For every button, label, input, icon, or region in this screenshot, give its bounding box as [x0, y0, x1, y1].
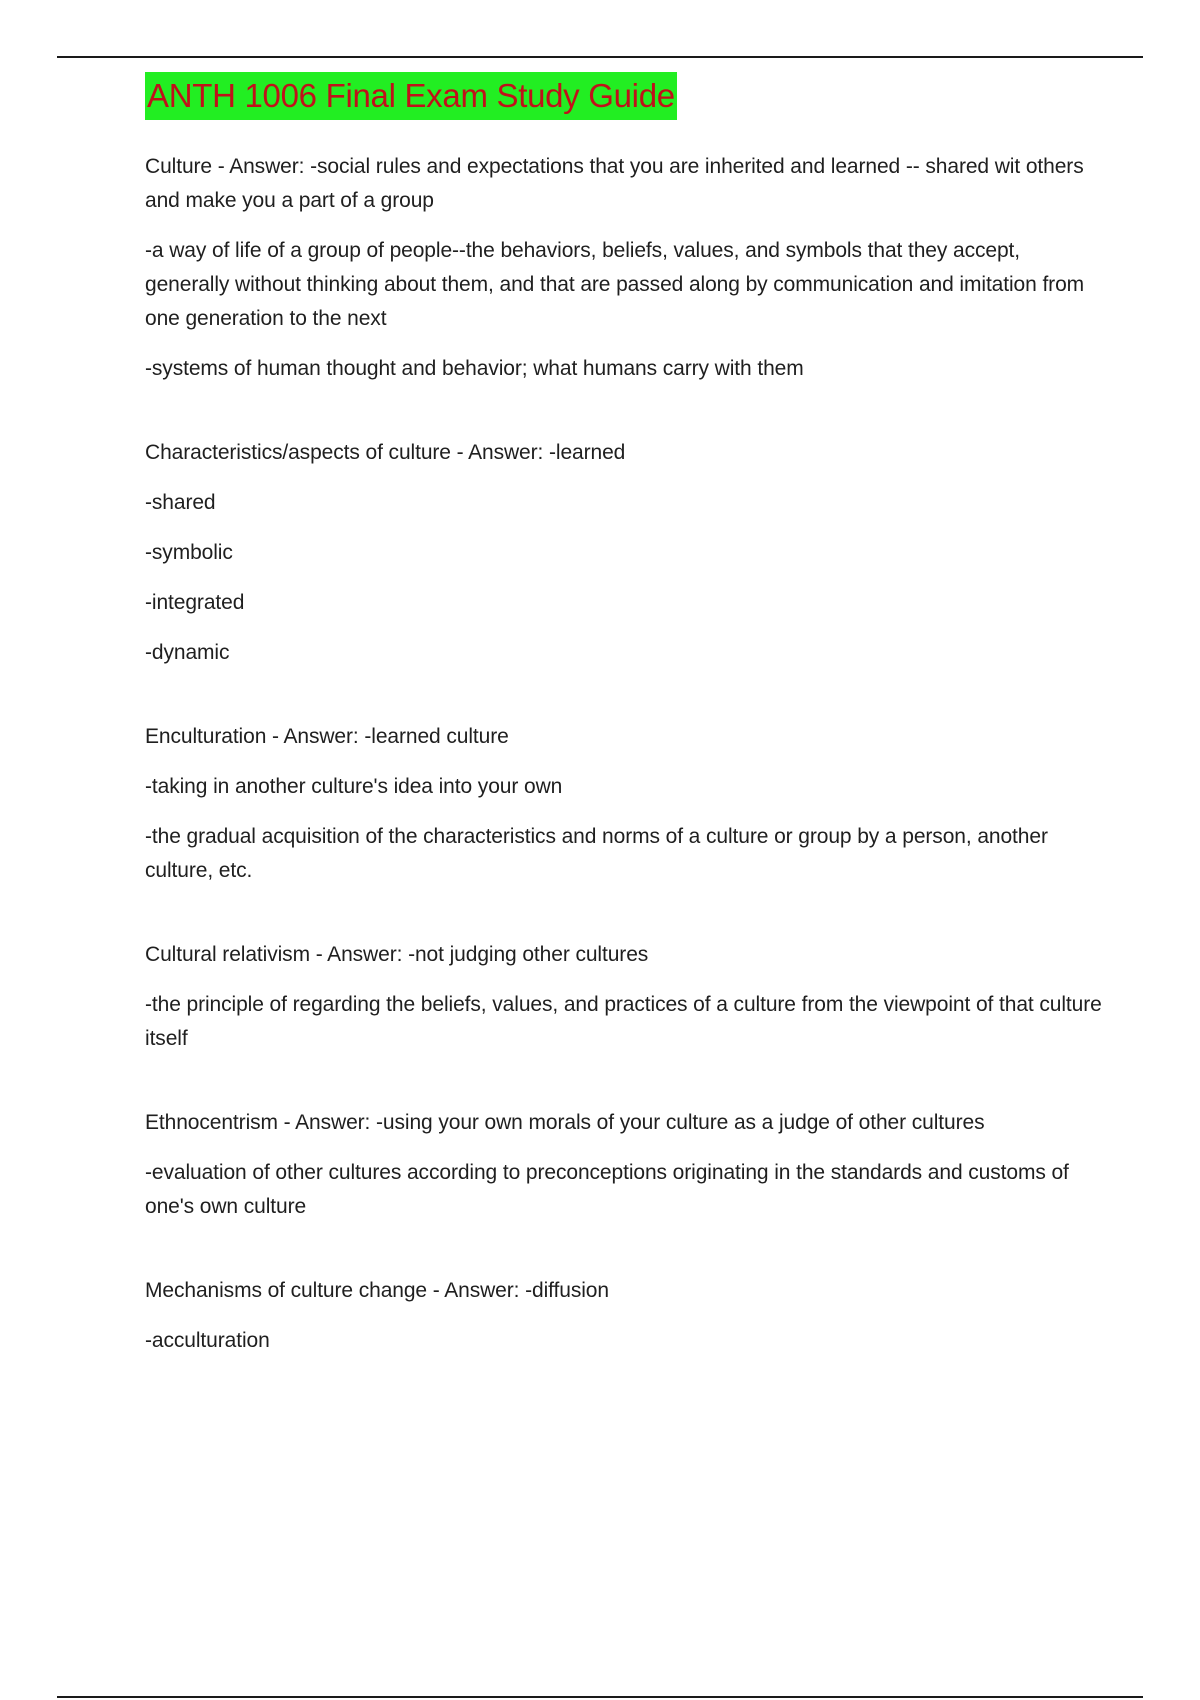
- entry-line: -systems of human thought and behavior; what humans carry with them: [145, 357, 804, 380]
- entry-line: Characteristics/aspects of culture - Answer: -learned: [145, 441, 626, 464]
- entry-ethnocentrism: [145, 1106, 1105, 1224]
- entry-line: -evaluation of other cultures according to preconceptions originating in the standards and customs of one's own culture: [145, 1161, 1069, 1218]
- entry-culture: [145, 150, 1105, 386]
- entry-line: Cultural relativism - Answer: -not judging other cultures: [145, 943, 649, 966]
- bottom-rule: [57, 1696, 1143, 1698]
- entry-line: -symbolic: [145, 541, 233, 564]
- entry-line: Mechanisms of culture change - Answer: -diffusion: [145, 1279, 609, 1302]
- entry-line: Enculturation - Answer: -learned culture: [145, 725, 509, 748]
- entry-line: -a way of life of a group of people--the behaviors, beliefs, values, and symbols that they accept, generally without thinking about them, and that are passed along by communication and imitation from one generation to the next: [145, 239, 1085, 330]
- entry-line: Ethnocentrism - Answer: -using your own morals of your culture as a judge of other cultures: [145, 1111, 985, 1134]
- entry-line: -dynamic: [145, 641, 230, 664]
- entry-line: -shared: [145, 491, 216, 514]
- top-rule: [57, 56, 1143, 58]
- entry-line: -the gradual acquisition of the characteristics and norms of a culture or group by a person, another culture, etc.: [145, 825, 1048, 882]
- entry-culture-change: [145, 1274, 1105, 1358]
- entry-line: -integrated: [145, 591, 245, 614]
- entry-enculturation: [145, 720, 1105, 888]
- document-title: ANTH 1006 Final Exam Study Guide: [145, 72, 677, 120]
- document-page: [145, 70, 1105, 1408]
- entry-line: Culture - Answer: -social rules and expectations that you are inherited and learned -- shared wit others and make you a part of a group: [145, 155, 1084, 212]
- entry-cultural-relativism: [145, 938, 1105, 1056]
- entry-line: -taking in another culture's idea into your own: [145, 775, 563, 798]
- entry-line: -the principle of regarding the beliefs, values, and practices of a culture from the viewpoint of that culture itself: [145, 993, 1102, 1050]
- entry-line: -acculturation: [145, 1329, 270, 1352]
- entry-characteristics: [145, 436, 1105, 670]
